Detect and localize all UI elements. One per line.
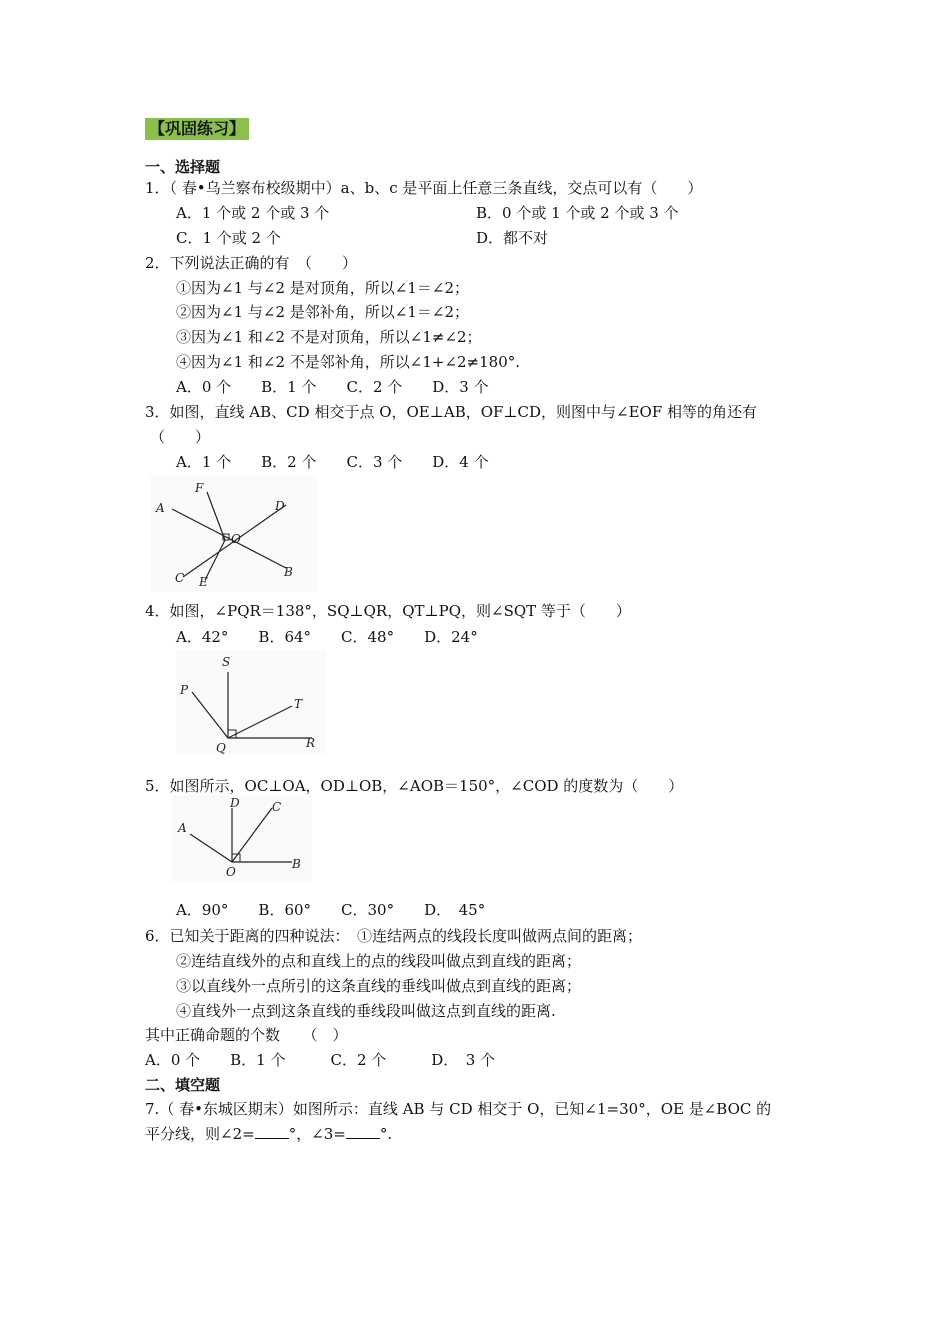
label-b: B <box>284 565 293 579</box>
section-header: 【巩固练习】 <box>145 118 249 140</box>
label-a: A <box>178 821 187 835</box>
q1-stem: 1．（ 春•乌兰察布校级期中）a、b、c 是平面上任意三条直线，交点可以有（ ） <box>145 179 703 197</box>
q6-statement-2: ②连结直线外的点和直线上的点的线段叫做点到直线的距离； <box>176 952 582 970</box>
q3-stem-paren: （ ） <box>150 428 211 446</box>
label-o: O <box>231 532 241 546</box>
q7-text-post: °. <box>379 1125 393 1143</box>
q1-option-c: C．1 个或 2 个 <box>176 229 281 247</box>
q2-statement-1: ①因为∠1 与∠2 是对顶角，所以∠1＝∠2； <box>176 279 469 297</box>
label-r: R <box>306 736 316 750</box>
label-c: C <box>272 800 282 814</box>
label-f: F <box>195 481 204 495</box>
label-d: D <box>230 796 240 810</box>
q3-options: A．1 个 B．2 个 C．3 个 D．4 个 <box>176 453 489 471</box>
q4-figure <box>176 650 326 754</box>
q7-blank-1[interactable] <box>255 1124 289 1139</box>
ray-oa <box>190 834 232 862</box>
ray-of <box>207 492 225 540</box>
q7-text-pre: 平分线，则∠2= <box>145 1125 255 1143</box>
q5-figure <box>172 796 312 882</box>
label-b: B <box>292 857 301 871</box>
q5-options: A．90° B．60° C．30° D． 45° <box>176 901 486 919</box>
label-q: Q <box>216 741 226 754</box>
q3-figure <box>150 476 318 592</box>
q1-option-d: D．都不对 <box>476 229 549 247</box>
q1-option-a: A．1 个或 2 个或 3 个 <box>176 204 330 222</box>
label-a: A <box>156 501 165 515</box>
label-c: C <box>175 571 185 585</box>
q2-stem: 2．下列说法正确的有 （ ） <box>145 254 358 272</box>
q5-stem: 5．如图所示，OC⊥OA，OD⊥OB，∠AOB＝150°，∠COD 的度数为（ ） <box>145 777 684 795</box>
q6-stem: 6．已知关于距离的四种说法： ①连结两点的线段长度叫做两点间的距离； <box>145 927 643 945</box>
q2-statement-4: ④因为∠1 和∠2 不是邻补角，所以∠1+∠2≠180°. <box>176 353 521 371</box>
q6-statement-3: ③以直线外一点所引的这条直线的垂线叫做点到直线的距离； <box>176 977 582 995</box>
q4-stem: 4．如图，∠PQR＝138°，SQ⊥QR，QT⊥PQ，则∠SQT 等于（ ） <box>145 602 631 620</box>
q3-stem: 3．如图，直线 AB、CD 相交于点 O，OE⊥AB，OF⊥CD，则图中与∠EOF 相等的角还有 <box>145 403 758 421</box>
q4-options: A．42° B．64° C．48° D．24° <box>176 628 478 646</box>
q2-statement-3: ③因为∠1 和∠2 不是对顶角，所以∠1≠∠2； <box>176 328 482 346</box>
q7-blank-2[interactable] <box>346 1124 380 1139</box>
q7-text-mid: °，∠3= <box>288 1125 346 1143</box>
section-title-fill: 二、填空题 <box>145 1076 221 1094</box>
label-t: T <box>294 697 303 711</box>
label-s: S <box>222 655 231 669</box>
ray-qt <box>228 706 292 738</box>
q6-statement-4: ④直线外一点到这条直线的垂线段叫做这点到直线的距离. <box>176 1002 556 1020</box>
q2-options: A．0 个 B．1 个 C．2 个 D．3 个 <box>176 378 489 396</box>
q7-line2 <box>145 1124 392 1144</box>
q1-option-b: B．0 个或 1 个或 2 个或 3 个 <box>476 204 679 222</box>
label-e: E <box>199 575 208 589</box>
label-p: P <box>180 683 189 697</box>
q2-statement-2: ②因为∠1 与∠2 是邻补角，所以∠1＝∠2； <box>176 303 469 321</box>
q6-options: A．0 个 B．1 个 C．2 个 D． 3 个 <box>145 1051 496 1069</box>
section-title-choice: 一、选择题 <box>145 158 221 176</box>
label-d: D <box>275 499 285 513</box>
q6-ask: 其中正确命题的个数 （ ） <box>145 1026 348 1044</box>
q7-line1: 7.（ 春•东城区期末）如图所示：直线 AB 与 CD 相交于 O，已知∠1=30°，OE 是∠BOC 的 <box>145 1100 772 1118</box>
label-o: O <box>226 865 236 879</box>
ray-qp <box>192 692 228 738</box>
